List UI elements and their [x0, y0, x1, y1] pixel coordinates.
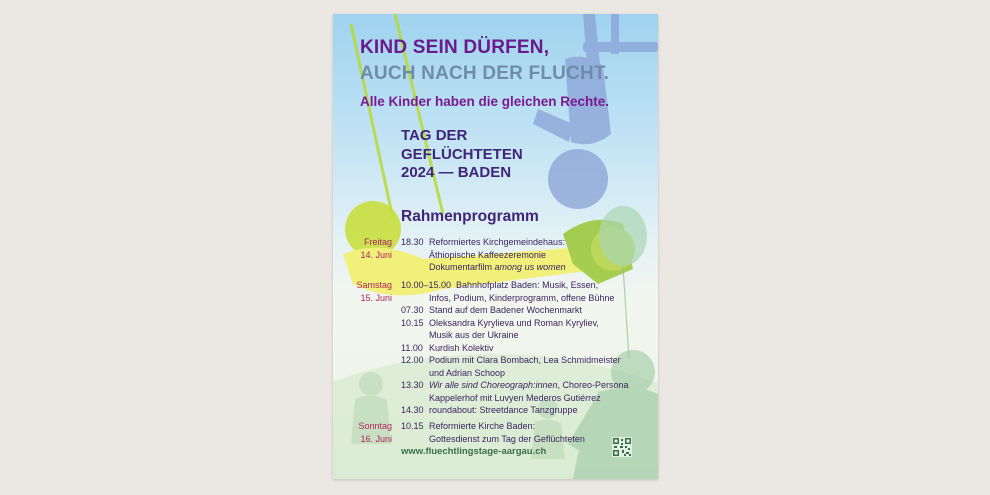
day-name: Freitag — [363, 237, 392, 247]
film-title: among us women — [494, 262, 566, 272]
website-link[interactable]: www.fluechtlingstage-aargau.ch — [401, 446, 547, 457]
entry-line: Stand auf dem Badener Wochenmarkt — [429, 305, 582, 315]
entry-line: Podium mit Clara Bombach, Lea Schmidmeister — [429, 355, 621, 365]
day-name: Sonntag — [358, 421, 392, 431]
day-name: Samstag — [356, 280, 392, 290]
entry-time: 10.00–15.00 — [401, 280, 452, 290]
headline-subline: Alle Kinder haben die gleichen Rechte. — [360, 94, 610, 109]
entry-description — [429, 379, 654, 404]
hanging-child-silhouette — [533, 14, 658, 209]
entry-time: 10.15 — [401, 421, 424, 431]
event-title-line: GEFLÜCHTETEN — [401, 145, 523, 163]
performance-title: Wir alle sind Choreograph:innen — [429, 380, 558, 390]
entry-time: 14.30 — [401, 405, 424, 415]
entry-time: 18.30 — [401, 237, 424, 247]
day-date: 16. Juni — [360, 433, 392, 444]
entry-description — [429, 404, 654, 417]
headline-line-2: AUCH NACH DER FLUCHT. — [360, 63, 610, 84]
entry-description — [429, 292, 654, 305]
entry-line: Äthiopische Kaffeezeremonie — [429, 249, 546, 260]
entry-line: roundabout: Streetdance Tanzgruppe — [429, 405, 578, 415]
headline-line-1: KIND SEIN DÜRFEN, — [360, 37, 550, 58]
event-title-line: TAG DER — [401, 127, 468, 144]
day-date: 14. Juni — [360, 249, 392, 260]
entry-description — [429, 342, 654, 355]
entry-line-text: , Choreo-Persona — [557, 380, 629, 390]
entry-description — [429, 354, 654, 379]
event-title-line: 2024 — BADEN — [401, 164, 512, 181]
entry-description — [429, 317, 654, 342]
entry-line-text: Dokumentarfilm — [429, 262, 493, 272]
entry-line: Kurdish Kolektiv — [429, 342, 494, 353]
entry-line: und Adrian Schoop — [429, 367, 506, 378]
entry-time: 12.00 — [401, 355, 424, 365]
day-label — [333, 236, 392, 261]
entry-line: Bahnhofplatz Baden: Musik, Essen, — [456, 280, 599, 290]
entry-line: Musik aus der Ukraine — [429, 330, 519, 340]
entry-line: Kappelerhof mit Luvyen Mederos Gutiérrez — [429, 392, 601, 403]
entry-time: 13.30 — [401, 380, 424, 390]
entry-line: Reformiertes Kirchgemeindehaus: — [429, 237, 566, 247]
entry-description — [456, 279, 656, 292]
day-date: 15. Juni — [360, 292, 392, 303]
entry-line: Oleksandra Kyrylieva und Roman Kyryliev, — [429, 317, 599, 328]
event-title — [401, 127, 523, 183]
day-label — [333, 279, 392, 304]
entry-line: Gottesdienst zum Tag der Geflüchteten — [429, 433, 585, 444]
entry-line — [429, 261, 654, 274]
entry-description — [429, 236, 654, 274]
entry-time: 10.15 — [401, 317, 424, 328]
entry-line: Infos, Podium, Kinderprogramm, offene Bühne — [429, 292, 615, 303]
day-label — [333, 420, 392, 445]
poster — [333, 14, 658, 479]
entry-line — [429, 379, 654, 392]
section-title: Rahmenprogramm — [401, 208, 539, 225]
entry-time: 07.30 — [401, 305, 424, 315]
entry-line: Reformierte Kirche Baden: — [429, 421, 536, 431]
entry-time: 11.00 — [401, 342, 423, 353]
entry-description — [429, 304, 654, 317]
qr-code-icon[interactable] — [612, 437, 632, 457]
